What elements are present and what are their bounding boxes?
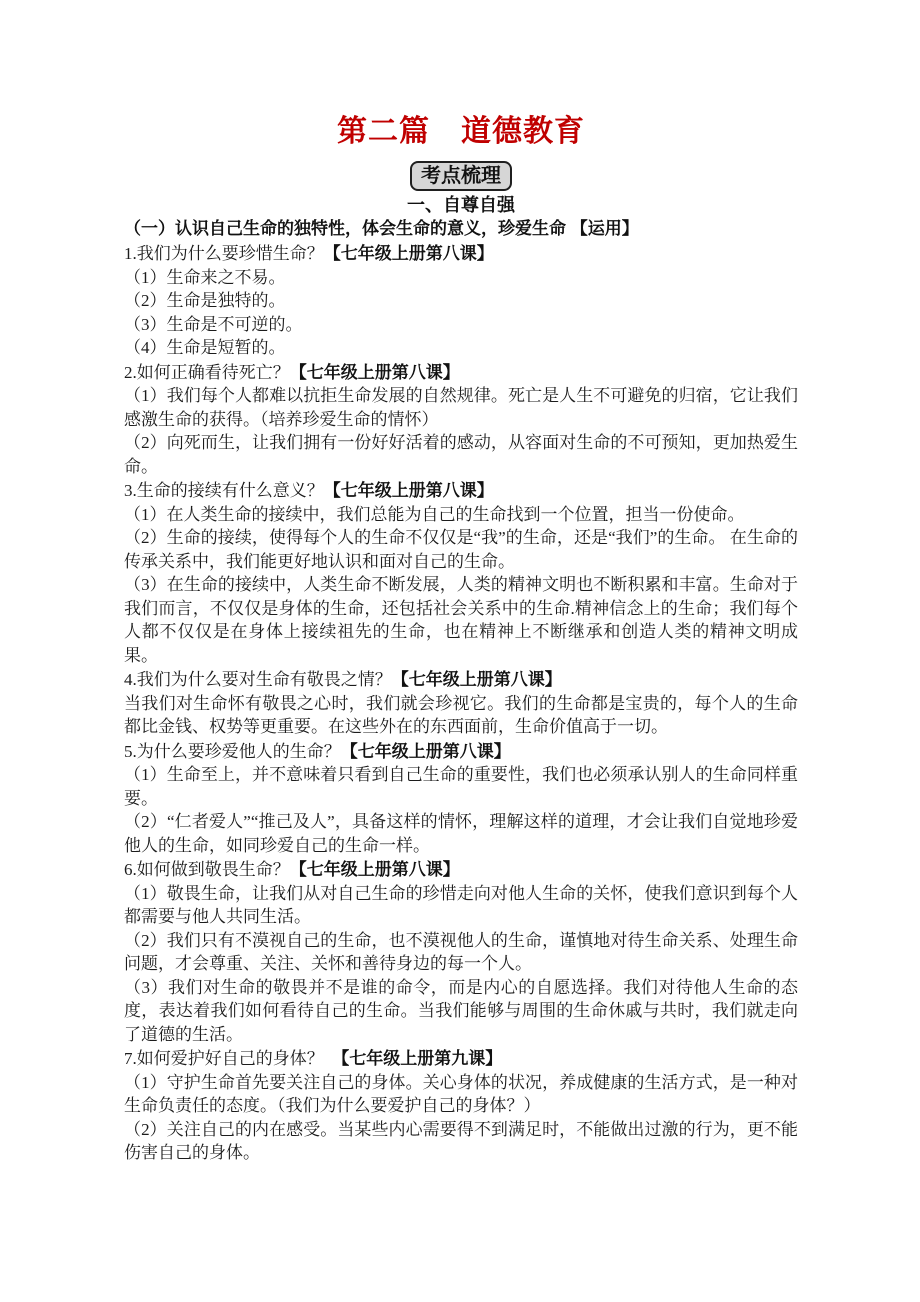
course-tag: 【七年级上册第八课】 — [323, 481, 494, 500]
question-text: 1.我们为什么要珍惜生命？ — [124, 244, 324, 263]
question-line — [124, 242, 798, 266]
answer-paragraph: （3）我们对生命的敬畏并不是谁的命令，而是内心的自愿选择。我们对待他人生命的态度，表达着我们如何看待自己的生命。当我们能够与周围的生命休戚与共时，我们就走向了道德的生活。 — [124, 977, 798, 1044]
answer-paragraph: （4）生命是短暂的。 — [124, 338, 286, 357]
course-tag: 【七年级上册第八课】 — [289, 362, 460, 382]
answer-paragraph: （2）向死而生，让我们拥有一份好好活着的感动，从容面对生命的不可预知，更加热爱生命。 — [124, 433, 798, 476]
answer-paragraph: （2）生命是独特的。 — [124, 291, 286, 310]
answer-paragraph: （1）生命来之不易。 — [124, 267, 286, 287]
course-tag: 【七年级上册第九课】 — [340, 1049, 503, 1068]
question-text: 6.如何做到敬畏生命？ — [124, 860, 290, 879]
course-tag: 【七年级上册第八课】 — [391, 670, 562, 689]
question-text: 5.为什么要珍爱他人的生命？ — [124, 741, 341, 761]
question-line — [124, 740, 798, 764]
question-text: 4.我们为什么要对生命有敬畏之情？ — [124, 670, 392, 689]
answer-paragraph: 当我们对生命怀有敬畏之心时，我们就会珍视它。我们的生命都是宝贵的，每个人的生命都比金钱、权势等更重要。在这些外在的东西面前，生命价值高于一切。 — [124, 693, 798, 736]
question-text: 3.生命的接续有什么意义？ — [124, 481, 324, 500]
answer-paragraph: （2）关注自己的内在感受。当某些内心需要得不到满足时，不能做出过激的行为，更不能伤害自己的身体。 — [124, 1119, 798, 1162]
answer-paragraph: （3）在生命的接续中，人类生命不断发展，人类的精神文明也不断积累和丰富。生命对于我们而言，不仅仅是身体的生命，还包括社会关系中的生命.精神信念上的生命；我们每个人都不仅仅是在身体上接续祖先的生命，也在精神上不断继承和创造人类的精神文明成果。 — [124, 575, 798, 665]
answer-paragraph: （2）生命的接续，使得每个人的生命不仅仅是“我”的生命，还是“我们”的生命。 在生命的传承关系中，我们能更好地认识和面对自己的生命。 — [124, 528, 798, 571]
answer-paragraph: （1）在人类生命的接续中，我们总能为自己的生命找到一个位置，担当一份使命。 — [124, 504, 745, 524]
exam-points-badge: 考点梳理 — [410, 161, 512, 191]
document-title: 第二篇 道德教育 — [337, 115, 585, 148]
question-line — [124, 479, 798, 503]
course-tag: 【七年级上册第八课】 — [340, 741, 511, 761]
badge-row — [124, 161, 798, 191]
question-line — [124, 361, 798, 385]
answer-paragraph: （1）生命至上，并不意味着只看到自己生命的重要性，我们也必须承认别人的生命同样重要。 — [124, 765, 798, 808]
answer-paragraph: （3）生命是不可逆的。 — [124, 314, 303, 334]
question-line — [124, 858, 798, 882]
answer-paragraph: （1）守护生命首先要关注自己的身体。关心身体的状况，养成健康的生活方式，是一种对生命负责任的态度。（我们为什么要爱护自己的身体？） — [124, 1072, 798, 1115]
question-text: 7.如何爱护好自己的身体？ — [124, 1049, 341, 1068]
answer-paragraph: （2）我们只有不漠视自己的生命，也不漠视他人的生命，谨慎地对待生命关系、处理生命问题，才会尊重、关注、关怀和善待身边的每一个人。 — [124, 930, 798, 973]
answer-paragraph: （2）“仁者爱人”“推己及人”，具备这样的情怀，理解这样的道理，才会让我们自觉地珍爱他人的生命，如同珍爱自己的生命一样。 — [124, 812, 798, 855]
content-body — [124, 242, 798, 1165]
section-heading: 一、自尊自强 — [407, 195, 515, 215]
answer-paragraph: （1）我们每个人都难以抗拒生命发展的自然规律。死亡是人生不可避免的归宿，它让我们感激生命的获得。（培养珍爱生命的情怀） — [124, 386, 798, 429]
answer-paragraph: （1）敬畏生命，让我们从对自己生命的珍惜走向对他人生命的关怀，使我们意识到每个人都需要与他人共同生活。 — [124, 883, 798, 926]
question-line — [124, 1047, 798, 1071]
topic-heading: （一）认识自己生命的独特性，体会生命的意义，珍爱生命 【运用】 — [124, 219, 639, 238]
course-tag: 【七年级上册第八课】 — [323, 244, 494, 263]
course-tag: 【七年级上册第八课】 — [289, 860, 460, 879]
question-line — [124, 668, 798, 692]
question-text: 2.如何正确看待死亡？ — [124, 362, 290, 382]
